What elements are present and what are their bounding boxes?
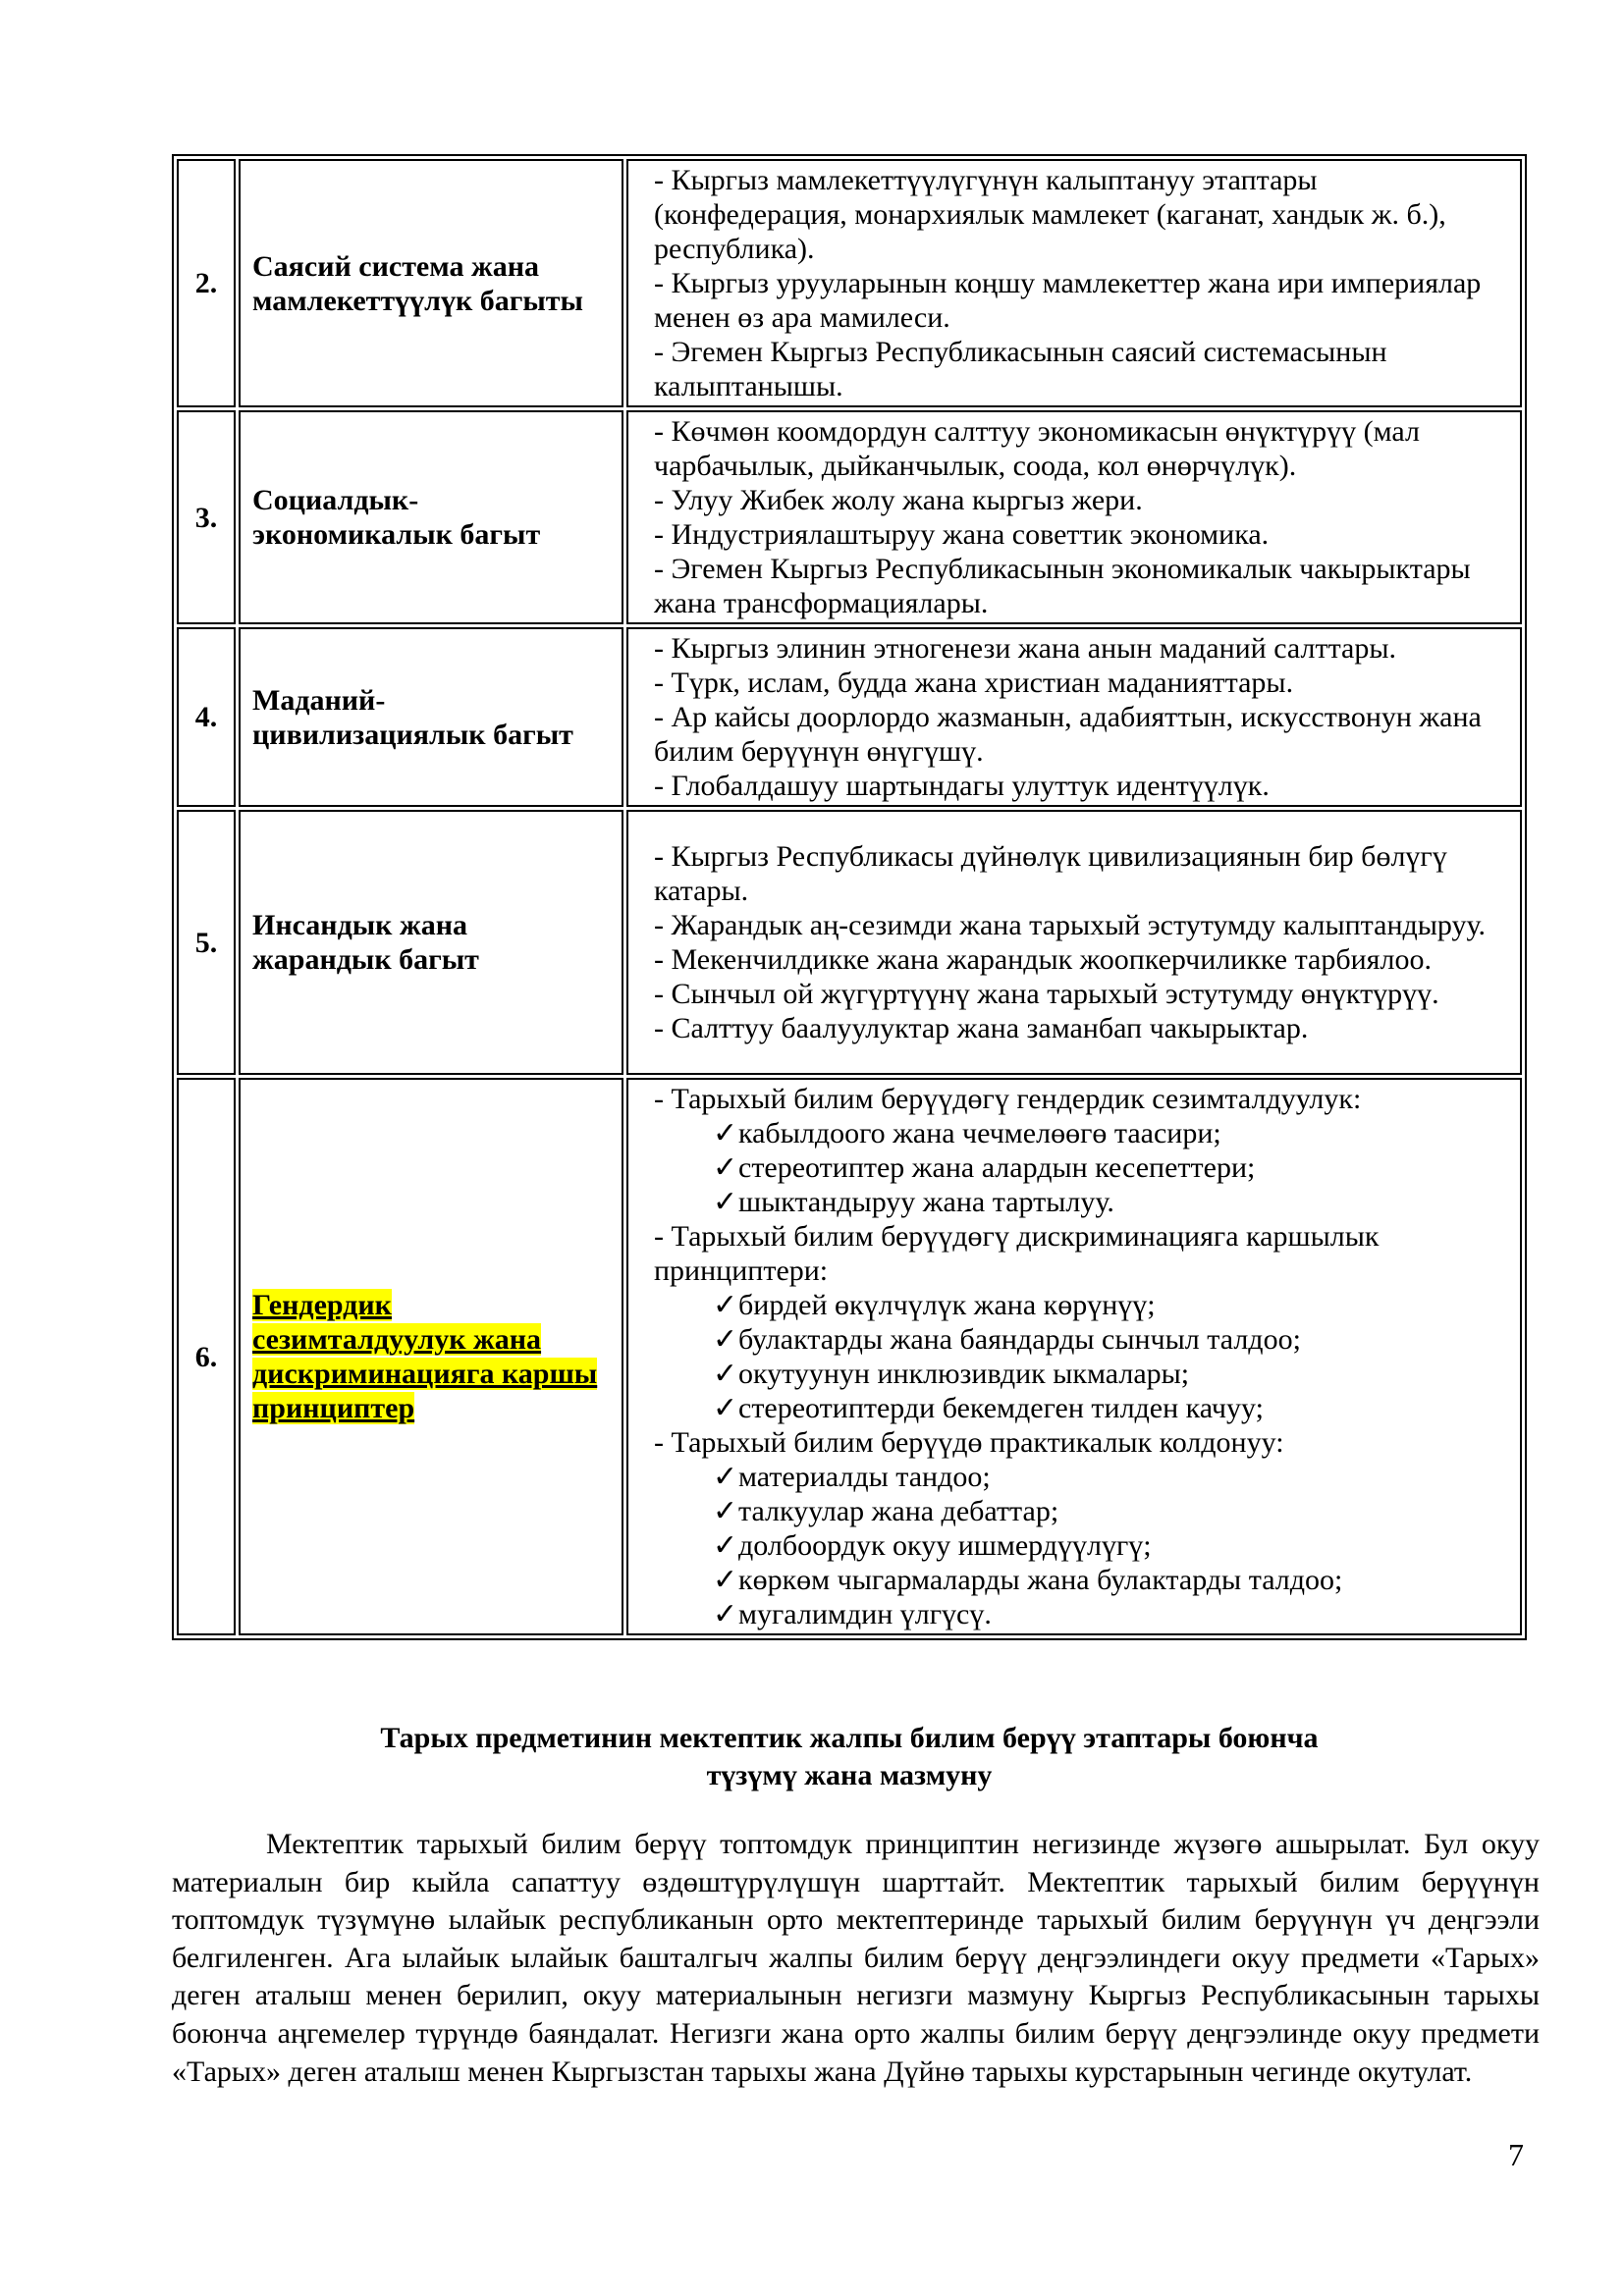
checklist-item — [654, 1528, 1502, 1563]
checklist-item-text: стереотиптерди бекемдеген тилден качуу; — [738, 1392, 1264, 1424]
checklist-item — [654, 1185, 1502, 1219]
content-item: - Эгемен Кыргыз Республикасынын экономикалык чакырыктары жана трансформациялары. — [654, 553, 1471, 619]
content-cell — [626, 159, 1522, 407]
checklist-item — [654, 1116, 1502, 1150]
content-item: - Сынчыл ой жүгүртүүнү жана тарыхый эстутумду өнүктүрүү. — [654, 978, 1439, 1010]
content-item: - Мекенчилдикке жана жарандык жоопкерчиликке тарбиялоо. — [654, 943, 1432, 976]
direction-label: Инсандык жана жарандык багыт — [252, 909, 479, 976]
content-item: - Салттуу баалуулуктар жана заманбап чакырыктар. — [654, 1012, 1309, 1044]
direction-cell — [239, 810, 623, 1075]
content-item: - Түрк, ислам, будда жана христиан маданияттары. — [654, 667, 1294, 699]
direction-cell — [239, 410, 623, 624]
checklist-item-text: талкуулар жана дебаттар; — [738, 1495, 1059, 1527]
checkmark-icon: ✓ — [713, 1151, 738, 1184]
checkmark-icon: ✓ — [713, 1598, 738, 1630]
content-item: - Эгемен Кыргыз Республикасынын саясий системасынын калыптанышы. — [654, 336, 1387, 402]
section-title-line-2: түзүмү жана мазмуну — [706, 1759, 993, 1791]
content-item: - Кыргыз Республикасы дүйнөлүк цивилизациянын бир бөлүгү катары. — [654, 840, 1447, 907]
row-number: 3. — [177, 410, 236, 624]
page-number: 7 — [1508, 2137, 1524, 2172]
row-number: 2. — [177, 159, 236, 407]
content-item: - Тарыхый билим берүүдө практикалык колдонуу: — [654, 1426, 1284, 1459]
content-item: - Глобалдашуу шартындагы улуттук идентүүлүк. — [654, 770, 1270, 802]
checkmark-icon: ✓ — [713, 1461, 738, 1493]
section-title-line-1: Тарых предметинин мектептик жалпы билим берүү этаптары боюнча — [380, 1722, 1319, 1754]
direction-label: Саясий система жана мамлекеттүүлүк багыты — [252, 249, 583, 317]
body-paragraph: Мектептик тарыхый билим берүү топтомдук принциптин негизинде жүзөгө ашырылат. Бул окуу материалын бир кыйла сапаттуу өздөштүрүлүшүн шарттайт. Мектептик тарыхый билим берүүнүн топтомдук түзүмүнө ылайык республиканын орто мектептеринде тарыхый билим берүүнүн үч деңгээли белгиленген. Ага ылайык ылайык башталгыч жалпы билим берүү деңгээлиндеги окуу предмети «Тарых» деген аталыш менен берилип, окуу материалынын негизги мазмуну Кыргыз Республикасынын тарыхы боюнча аңгемелер түрүндө баяндалат. Негизги жана орто жалпы билим берүү деңгээлинде окуу предмети «Тарых» деген аталыш менен Кыргызстан тарыхы жана Дүйнө тарыхы курстарынын чегинде окутулат. — [172, 1828, 1540, 2088]
content-item: - Кыргыз элинин этногенези жана анын маданий салттары. — [654, 632, 1397, 665]
content-cell — [626, 810, 1522, 1075]
checkmark-icon: ✓ — [713, 1323, 738, 1356]
content-item: - Ар кайсы доорлордо жазманын, адабияттын, искусствонун жана билим берүүнүн өнүгүшү. — [654, 701, 1482, 768]
content-item: - Жарандык аң-сезимди жана тарыхый эстутумду калыптандыруу. — [654, 909, 1487, 941]
checklist-item — [654, 1322, 1502, 1357]
row-number: 5. — [177, 810, 236, 1075]
content-cell — [626, 627, 1522, 807]
checklist-item — [654, 1150, 1502, 1185]
checklist-item-text: материалды тандоо; — [738, 1461, 991, 1493]
table-row — [177, 1078, 1522, 1635]
table-row — [177, 627, 1522, 807]
checklist-item — [654, 1391, 1502, 1425]
checkmark-icon: ✓ — [713, 1186, 738, 1218]
content-cell — [626, 1078, 1522, 1635]
checklist-item — [654, 1563, 1502, 1597]
checklist-item — [654, 1288, 1502, 1322]
direction-cell — [239, 159, 623, 407]
row-number: 6. — [177, 1078, 236, 1635]
content-item: - Кыргыз урууларынын коңшу мамлекеттер жана ири империялар менен өз ара мамилеси. — [654, 267, 1482, 334]
checklist-item-text: стереотиптер жана алардын кесепеттери; — [738, 1151, 1256, 1184]
checklist-item-text: шыктандыруу жана тартылуу. — [738, 1186, 1114, 1218]
checkmark-icon: ✓ — [713, 1529, 738, 1562]
checklist-item — [654, 1597, 1502, 1631]
checkmark-icon: ✓ — [713, 1392, 738, 1424]
checklist-item-text: долбоордук окуу ишмердүүлүгү; — [738, 1529, 1152, 1562]
direction-label: Гендердик сезимталдуулук жана дискриминацияга каршы принциптер — [252, 1289, 598, 1424]
checklist-item — [654, 1357, 1502, 1391]
table-row — [177, 159, 1522, 407]
curriculum-table — [172, 154, 1527, 1640]
row-number: 4. — [177, 627, 236, 807]
checkmark-icon: ✓ — [713, 1358, 738, 1390]
content-item: - Тарыхый билим берүүдөгү дискриминацияга каршылык принциптери: — [654, 1220, 1380, 1287]
checklist-item-text: мугалимдин үлгүсү. — [738, 1598, 992, 1630]
checklist-item-text: булактарды жана баяндарды сынчыл талдоо; — [738, 1323, 1301, 1356]
section-title — [172, 1720, 1527, 1794]
content-item: - Көчмөн коомдордун салттуу экономикасын өнүктүрүү (мал чарбачылык, дыйканчылык, соода, кол өнөрчүлүк). — [654, 415, 1420, 482]
checkmark-icon: ✓ — [713, 1495, 738, 1527]
checklist-item — [654, 1494, 1502, 1528]
table-row — [177, 410, 1522, 624]
content-item: - Индустриялаштыруу жана советтик экономика. — [654, 518, 1270, 551]
checkmark-icon: ✓ — [713, 1564, 738, 1596]
checklist-item — [654, 1460, 1502, 1494]
direction-label: Маданий-цивилизациялык багыт — [252, 683, 573, 751]
content-item: - Улуу Жибек жолу жана кыргыз жери. — [654, 484, 1143, 516]
direction-cell — [239, 1078, 623, 1635]
content-item: - Кыргыз мамлекеттүүлүгүнүн калыптануу этаптары (конфедерация, монархиялык мамлекет (каганат, хандык ж. б.), республика). — [654, 164, 1446, 265]
checkmark-icon: ✓ — [713, 1117, 738, 1149]
content-item: - Тарыхый билим берүүдөгү гендердик сезимталдуулук: — [654, 1083, 1362, 1115]
direction-label: Социалдык-экономикалык багыт — [252, 484, 541, 551]
direction-cell — [239, 627, 623, 807]
checklist-item-text: бирдей өкүлчүлүк жана көрүнүү; — [738, 1289, 1156, 1321]
curriculum-table-body — [177, 159, 1522, 1635]
checklist-item-text: көркөм чыгармаларды жана булактарды талдоо; — [738, 1564, 1343, 1596]
checklist-item-text: окутуунун инклюзивдик ыкмалары; — [738, 1358, 1190, 1390]
content-cell — [626, 410, 1522, 624]
table-row — [177, 810, 1522, 1075]
checklist-item-text: кабылдоого жана чечмелөөгө таасири; — [738, 1117, 1221, 1149]
checkmark-icon: ✓ — [713, 1289, 738, 1321]
